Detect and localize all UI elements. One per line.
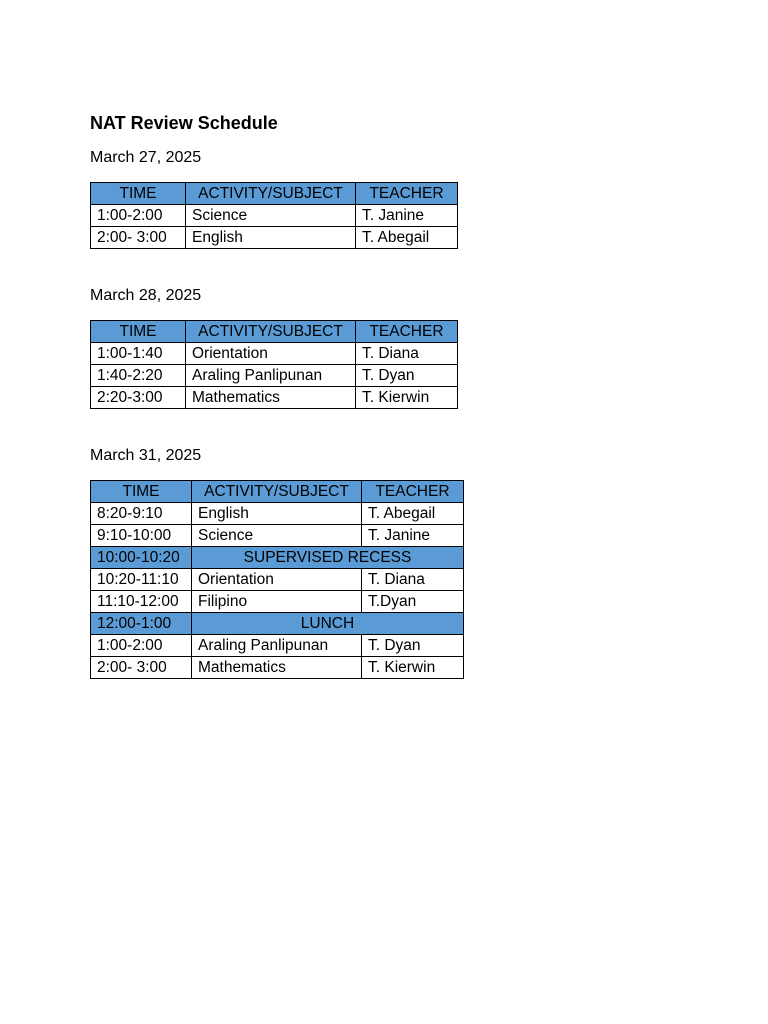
recess-row bbox=[91, 547, 464, 569]
activity-cell: Science bbox=[186, 205, 356, 227]
activity-column-header: ACTIVITY/SUBJECT bbox=[192, 481, 362, 503]
table-row bbox=[91, 591, 464, 613]
time-cell: 1:00-2:00 bbox=[91, 635, 192, 657]
table-header-row bbox=[91, 183, 458, 205]
activity-cell: English bbox=[192, 503, 362, 525]
activity-column-header: ACTIVITY/SUBJECT bbox=[186, 321, 356, 343]
activity-cell: Filipino bbox=[192, 591, 362, 613]
table-row bbox=[91, 227, 458, 249]
time-cell: 8:20-9:10 bbox=[91, 503, 192, 525]
time-cell: 2:00- 3:00 bbox=[91, 227, 186, 249]
teacher-cell: T. Dyan bbox=[362, 635, 464, 657]
activity-cell: Mathematics bbox=[192, 657, 362, 679]
teacher-column-header: TEACHER bbox=[356, 321, 458, 343]
teacher-column-header: TEACHER bbox=[356, 183, 458, 205]
table-row bbox=[91, 365, 458, 387]
teacher-cell: T. Kierwin bbox=[362, 657, 464, 679]
teacher-cell: T. Abegail bbox=[356, 227, 458, 249]
time-cell: 1:00-1:40 bbox=[91, 343, 186, 365]
time-cell: 2:00- 3:00 bbox=[91, 657, 192, 679]
table-row bbox=[91, 205, 458, 227]
table-row bbox=[91, 503, 464, 525]
time-cell: 9:10-10:00 bbox=[91, 525, 192, 547]
table-header-row bbox=[91, 481, 464, 503]
lunch-row bbox=[91, 613, 464, 635]
time-column-header: TIME bbox=[91, 321, 186, 343]
table-header-row bbox=[91, 321, 458, 343]
activity-column-header: ACTIVITY/SUBJECT bbox=[186, 183, 356, 205]
teacher-cell: T. Dyan bbox=[356, 365, 458, 387]
teacher-cell: T. Diana bbox=[362, 569, 464, 591]
break-cell: LUNCH bbox=[192, 613, 464, 635]
teacher-cell: T.Dyan bbox=[362, 591, 464, 613]
document-title: NAT Review Schedule bbox=[90, 113, 278, 133]
teacher-cell: T. Abegail bbox=[362, 503, 464, 525]
table-row bbox=[91, 657, 464, 679]
time-cell: 2:20-3:00 bbox=[91, 387, 186, 409]
time-cell: 11:10-12:00 bbox=[91, 591, 192, 613]
time-cell: 12:00-1:00 bbox=[91, 613, 192, 635]
activity-cell: Araling Panlipunan bbox=[186, 365, 356, 387]
time-cell: 1:00-2:00 bbox=[91, 205, 186, 227]
time-column-header: TIME bbox=[91, 183, 186, 205]
day-3-date: March 31, 2025 bbox=[90, 447, 202, 464]
activity-cell: English bbox=[186, 227, 356, 249]
table-row bbox=[91, 343, 458, 365]
time-column-header: TIME bbox=[91, 481, 192, 503]
table-row bbox=[91, 569, 464, 591]
teacher-cell: T. Janine bbox=[356, 205, 458, 227]
break-cell: SUPERVISED RECESS bbox=[192, 547, 464, 569]
teacher-column-header: TEACHER bbox=[362, 481, 464, 503]
activity-cell: Science bbox=[192, 525, 362, 547]
day-3-schedule-table bbox=[90, 480, 464, 679]
table-row bbox=[91, 525, 464, 547]
activity-cell: Araling Panlipunan bbox=[192, 635, 362, 657]
activity-cell: Orientation bbox=[186, 343, 356, 365]
activity-cell: Mathematics bbox=[186, 387, 356, 409]
day-1-schedule-table bbox=[90, 182, 458, 249]
teacher-cell: T. Kierwin bbox=[356, 387, 458, 409]
table-row bbox=[91, 387, 458, 409]
teacher-cell: T. Diana bbox=[356, 343, 458, 365]
teacher-cell: T. Janine bbox=[362, 525, 464, 547]
time-cell: 1:40-2:20 bbox=[91, 365, 186, 387]
activity-cell: Orientation bbox=[192, 569, 362, 591]
day-2-date: March 28, 2025 bbox=[90, 287, 202, 304]
day-2-schedule-table bbox=[90, 320, 458, 409]
day-1-date: March 27, 2025 bbox=[90, 149, 202, 166]
time-cell: 10:20-11:10 bbox=[91, 569, 192, 591]
time-cell: 10:00-10:20 bbox=[91, 547, 192, 569]
table-row bbox=[91, 635, 464, 657]
